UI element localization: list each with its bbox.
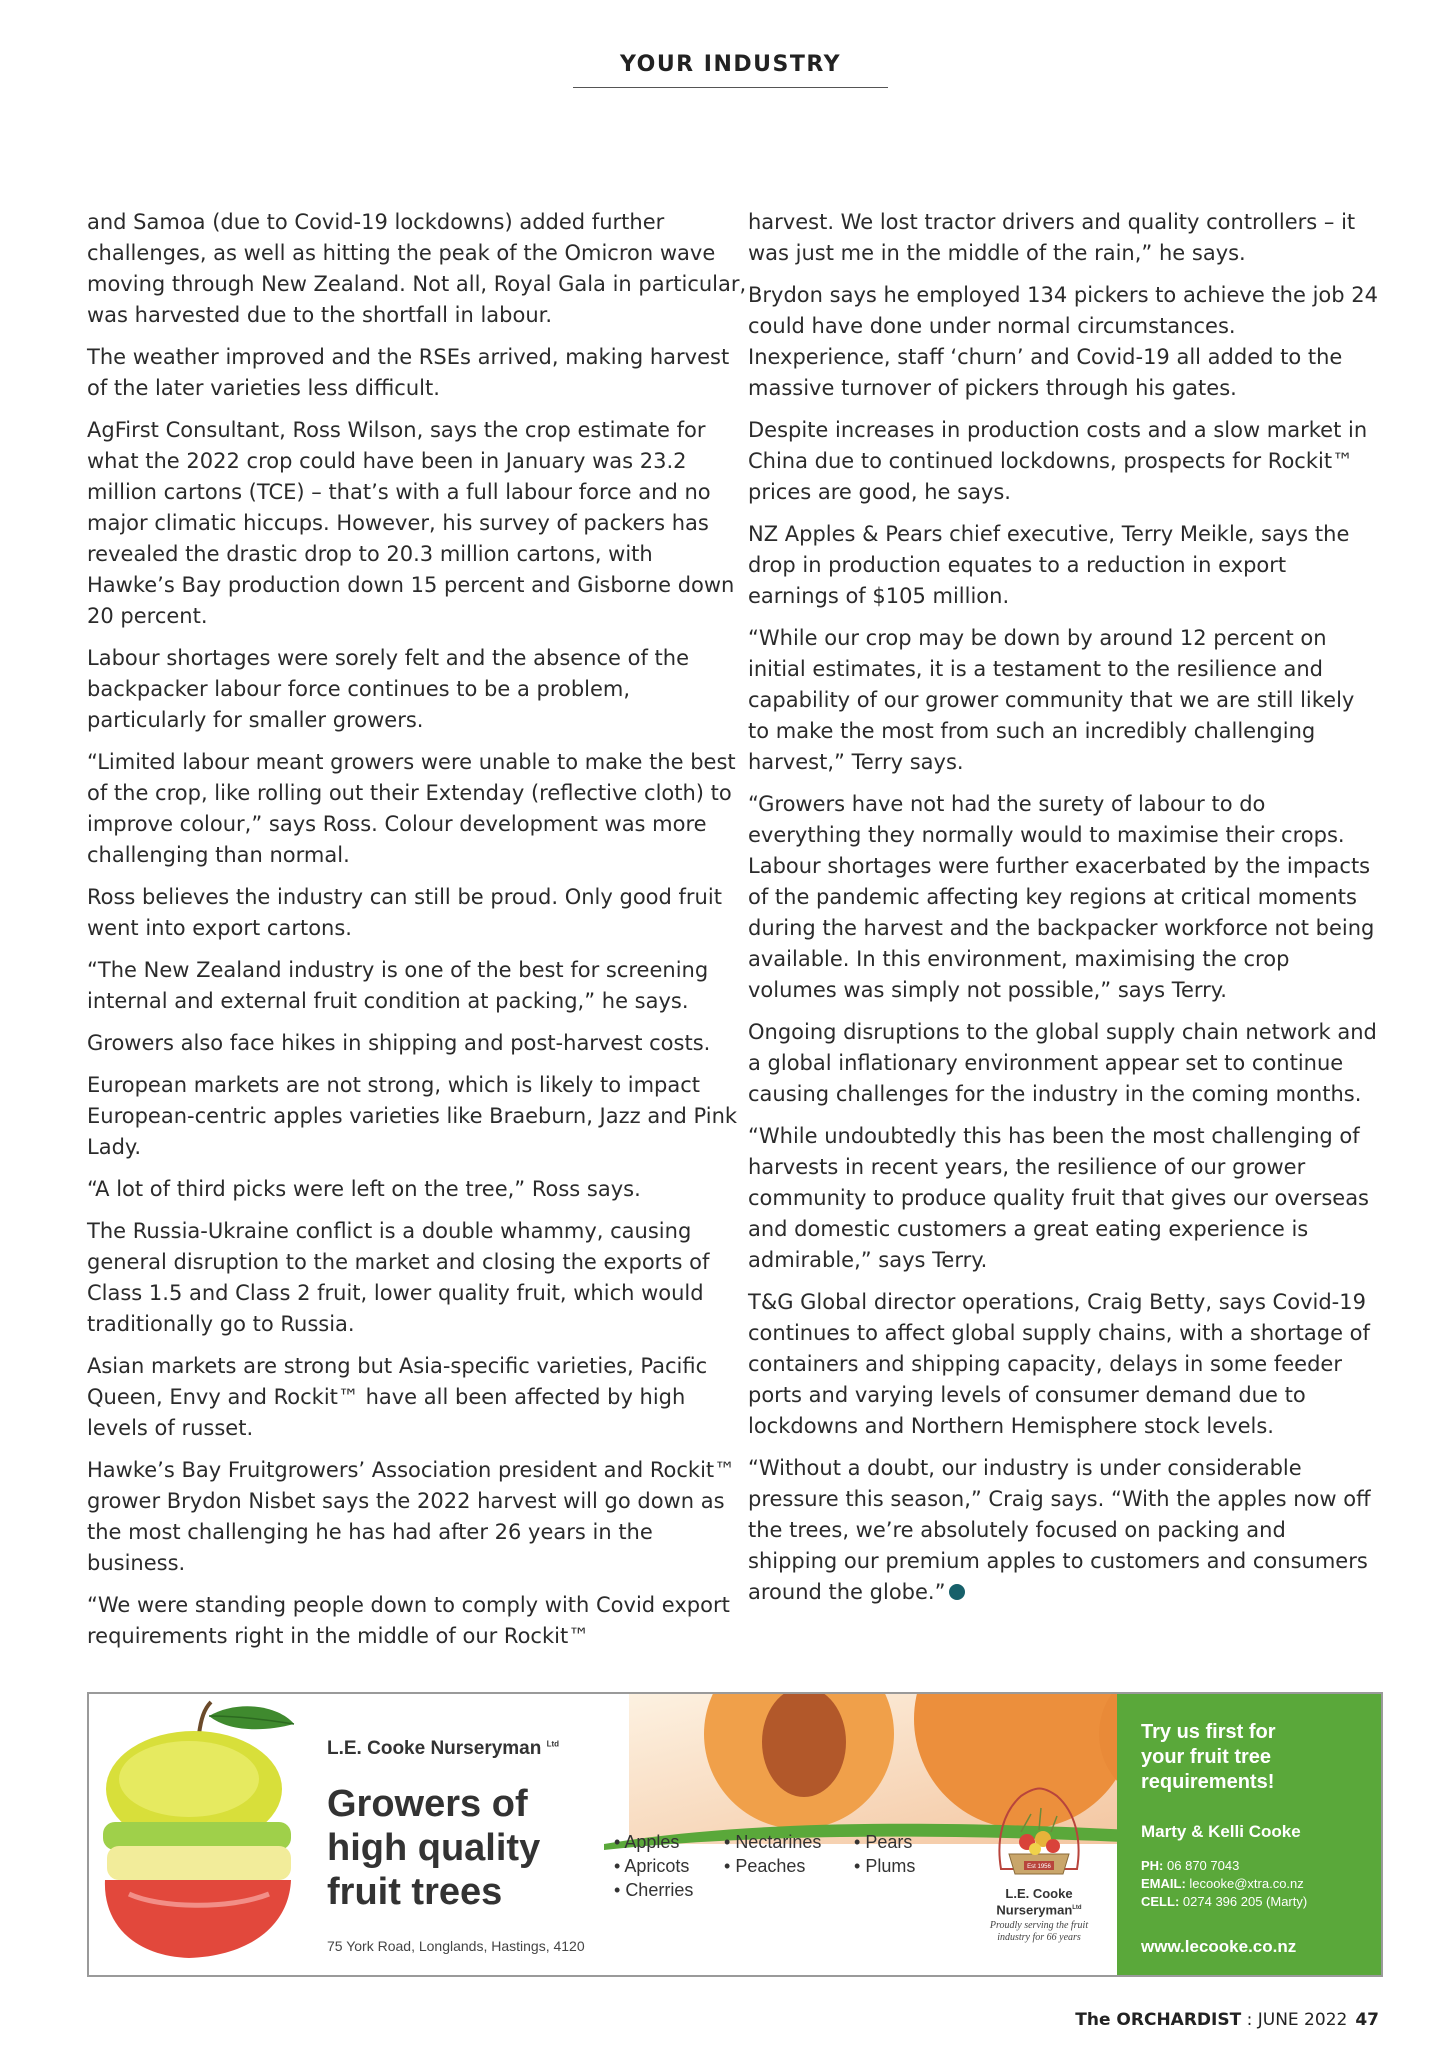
advertiser-name-text: L.E. Cooke Nurseryman xyxy=(327,1738,542,1759)
product-item: • Cherries xyxy=(614,1880,724,1901)
paragraph: harvest. We lost tractor drivers and quality controllers – it was just me in the middle of the rain,” he says. xyxy=(748,210,1356,265)
cell-label: CELL: xyxy=(1141,1894,1180,1909)
paragraph: Asian markets are strong but Asia-specific varieties, Pacific Queen, Envy and Rockit™ have all been affected by high levels of russet. xyxy=(87,1354,708,1440)
paragraph: European markets are not strong, which is likely to impact European-centric apples varieties like Braeburn, Jazz and Pink Lady. xyxy=(87,1073,738,1159)
paragraph: Despite increases in production costs and a slow market in China due to continued lockdowns, prospects for Rockit™ prices are good, he says. xyxy=(748,418,1368,504)
logo-name-line: L.E. Cooke xyxy=(1005,1886,1073,1901)
logo-tagline-line: Proudly serving the fruit xyxy=(989,1920,1089,1932)
article-column-right xyxy=(748,207,1378,1619)
ad-tagline-line: Try us first for xyxy=(1141,1721,1276,1743)
ad-headline-line: high quality xyxy=(327,1827,541,1869)
paragraph: The weather improved and the RSEs arrived, making harvest of the later varieties less difficult. xyxy=(87,345,730,400)
product-item: • Apricots xyxy=(614,1856,724,1877)
ad-tagline xyxy=(1141,1720,1371,1795)
paragraph: “We were standing people down to comply with Covid export requirements right in the middle of our Rockit™ xyxy=(87,1593,730,1648)
nursery-advertisement[interactable] xyxy=(87,1692,1383,1977)
product-item: • Nectarines xyxy=(724,1832,854,1853)
contact-panel xyxy=(1117,1694,1381,1975)
logo-name-text: Nurseryman xyxy=(996,1902,1073,1918)
ad-tagline-line: your fruit tree xyxy=(1141,1746,1272,1768)
paragraph: Brydon says he employed 134 pickers to achieve the job 24 could have done under normal circumstances. Inexperience, staff ‘churn’ and Covid-19 all added to the massive turnover of pickers through his gates. xyxy=(748,283,1378,400)
paragraph-text: “Without a doubt, our industry is under considerable pressure this season,” Craig says. “With the apples now off the trees, we’re absolutely focused on packing and shipping our premium apples to customers and consumers around the globe.” xyxy=(748,1456,1371,1604)
product-item: • Pears xyxy=(854,1832,934,1853)
paragraph: Ongoing disruptions to the global supply chain network and a global inflationary environment appear set to continue causing challenges for the industry in the coming months. xyxy=(748,1020,1377,1106)
email-label: EMAIL: xyxy=(1141,1876,1186,1891)
website-link[interactable]: www.lecooke.co.nz xyxy=(1141,1937,1297,1956)
email-address[interactable]: lecooke@xtra.co.nz xyxy=(1189,1876,1304,1891)
ad-headline-line: fruit trees xyxy=(327,1871,503,1913)
paragraph-final xyxy=(748,1453,1378,1608)
product-list xyxy=(614,1832,934,1901)
paragraph: Labour shortages were sorely felt and the absence of the backpacker labour force continues to be a problem, particularly for smaller growers. xyxy=(87,646,690,732)
phone-line xyxy=(1141,1857,1307,1875)
product-item: • Peaches xyxy=(724,1856,854,1877)
paragraph: and Samoa (due to Covid-19 lockdowns) added further challenges, as well as hitting the peak of the Omicron wave moving through New Zealand. Not all, Royal Gala in particular, was harvested due to the shortfall in labour. xyxy=(87,210,747,327)
paragraph: AgFirst Consultant, Ross Wilson, says the crop estimate for what the 2022 crop could have been in January was 23.2 million cartons (TCE) – that’s with a full labour force and no major climatic hiccups. However, his survey of packers has revealed the drastic drop to 20.3 million cartons, with Hawke’s Bay production down 15 percent and Gisborne down 20 percent. xyxy=(87,418,735,628)
ad-tagline-line: requirements! xyxy=(1141,1771,1275,1793)
cell-number: 0274 396 205 (Marty) xyxy=(1182,1894,1308,1909)
page-number: 47 xyxy=(1355,2010,1379,2030)
logo-tagline-line: industry for 66 years xyxy=(997,1932,1081,1944)
paragraph: T&G Global director operations, Craig Betty, says Covid-19 continues to affect global supply chains, with a shortage of containers and shipping capacity, delays in some feeder ports and varying levels of consumer demand due to lockdowns and Northern Hemisphere stock levels. xyxy=(748,1290,1370,1438)
ad-headline xyxy=(327,1782,627,1914)
page-footer xyxy=(1075,2010,1379,2030)
product-item: • Apples xyxy=(614,1832,724,1853)
logo-tagline xyxy=(974,1920,1104,1944)
ad-headline-line: Growers of xyxy=(327,1783,528,1825)
contact-names: Marty & Kelli Cooke xyxy=(1141,1822,1301,1841)
basket-logo-icon xyxy=(991,1784,1087,1884)
advertiser-name xyxy=(327,1738,559,1760)
sliced-apple-image xyxy=(89,1694,319,1975)
logo-name-line xyxy=(974,1901,1104,1917)
article-column-left xyxy=(87,207,747,1663)
logo-name xyxy=(974,1886,1104,1917)
section-header: YOUR INDUSTRY xyxy=(573,52,888,88)
cell-line xyxy=(1141,1893,1307,1911)
nursery-logo xyxy=(974,1784,1104,1969)
product-item: • Plums xyxy=(854,1856,934,1877)
paragraph: “While undoubtedly this has been the most challenging of harvests in recent years, the resilience of our grower community to produce quality fruit that gives our overseas and domestic customers a great eating experience is admirable,” says Terry. xyxy=(748,1124,1369,1272)
issue-date: : JUNE 2022 xyxy=(1241,2010,1348,2030)
paragraph: Hawke’s Bay Fruitgrowers’ Association president and Rockit™ grower Brydon Nisbet says the 2022 harvest will go down as the most challenging he has had after 26 years in the business. xyxy=(87,1458,736,1575)
advertiser-name-suffix: Ltd xyxy=(546,1739,560,1749)
phone-number: 06 870 7043 xyxy=(1167,1858,1240,1873)
paragraph: “Limited labour meant growers were unable to make the best of the crop, like rolling out their Extenday (reflective cloth) to improve colour,” says Ross. Colour development was more challenging than normal. xyxy=(87,750,736,867)
email-line xyxy=(1141,1875,1307,1893)
paragraph: Ross believes the industry can still be proud. Only good fruit went into export cartons. xyxy=(87,885,722,940)
logo-est-label: Est 1956 xyxy=(1027,1864,1051,1870)
end-of-article-dot-icon xyxy=(949,1584,965,1600)
logo-name-suffix: Ltd xyxy=(1072,1905,1082,1911)
paragraph: The Russia-Ukraine conflict is a double whammy, causing general disruption to the market and closing the exports of Class 1.5 and Class 2 fruit, lower quality fruit, which would traditionally go to Russia. xyxy=(87,1219,710,1336)
paragraph: Growers also face hikes in shipping and post-harvest costs. xyxy=(87,1031,711,1055)
paragraph: “A lot of third picks were left on the tree,” Ross says. xyxy=(87,1177,641,1201)
paragraph: “Growers have not had the surety of labour to do everything they normally would to maximise their crops. Labour shortages were further exacerbated by the impacts of the pandemic affecting key regions at critical moments during the harvest and the backpacker workforce not being available. In this environment, maximising the crop volumes was simply not possible,” says Terry. xyxy=(748,792,1375,1002)
publication-name: The ORCHARDIST xyxy=(1075,2010,1242,2030)
paragraph: “The New Zealand industry is one of the best for screening internal and external fruit condition at packing,” he says. xyxy=(87,958,709,1013)
contact-details xyxy=(1141,1857,1307,1911)
ad-address: 75 York Road, Longlands, Hastings, 4120 xyxy=(327,1938,585,1954)
phone-label: PH: xyxy=(1141,1858,1164,1873)
paragraph: “While our crop may be down by around 12 percent on initial estimates, it is a testament to the resilience and capability of our grower community that we are still likely to make the most from such an incredibly challenging harvest,” Terry says. xyxy=(748,626,1355,774)
paragraph: NZ Apples & Pears chief executive, Terry Meikle, says the drop in production equates to a reduction in export earnings of $105 million. xyxy=(748,522,1350,608)
